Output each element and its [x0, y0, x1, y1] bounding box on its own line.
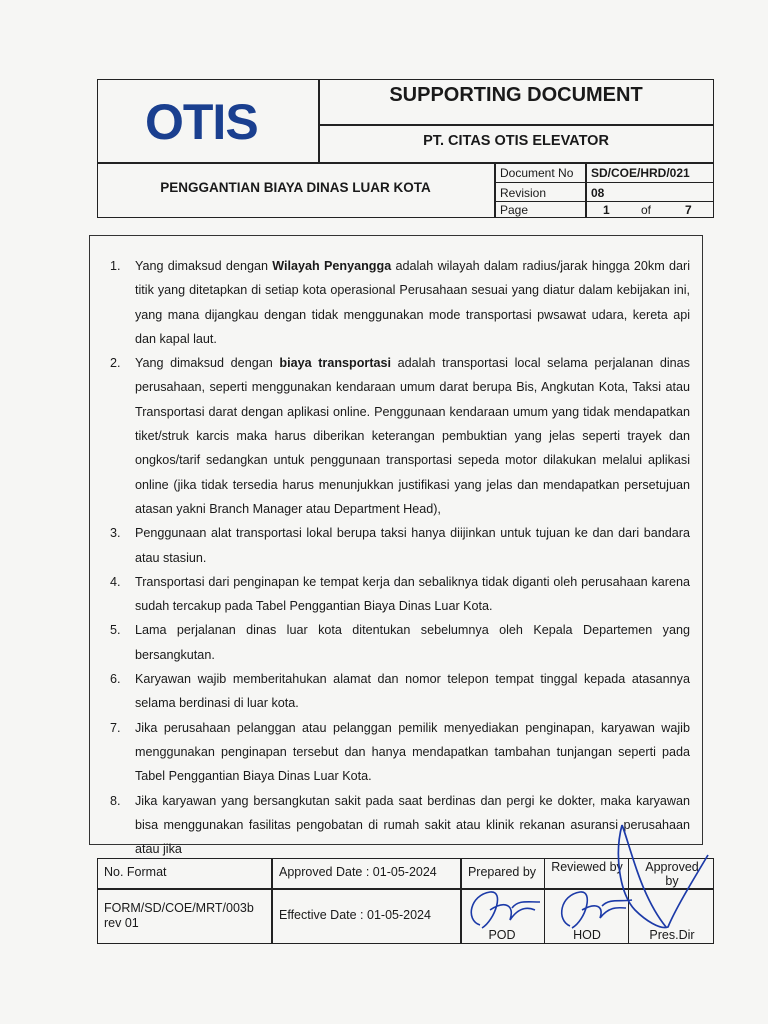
list-item-term: Wilayah Penyangga [272, 259, 392, 273]
no-format-label: No. Format [104, 865, 167, 879]
prepared-by-label: Prepared by [467, 865, 537, 879]
list-item-text: adalah transportasi local selama perjalanan dinas perusahaan, seperti menggunakan kendaraan umum darat berupa Bis, Angkutan Kota, Taksi atau Transportasi darat dengan aplikasi online. Penggunaan kendaraan umum yang tidak mendapatkan tiket/struk karcis maka harus diberikan keterangan pembuktian yang jelas seperti trayek dan ongkos/tarif sedangkan untuk penggunaan transportasi sepeda motor dilakukan melalui aplikasi online (jika tidak tersedia harus menunjukkan justifikasi yang jelas dan mendapatkan persetujuan atasan yakni Branch Manager atau Department Head), [135, 356, 690, 516]
divider [585, 162, 587, 218]
list-item-text: Jika perusahaan pelanggan atau pelanggan pemilik menyediakan penginapan, karyawan wajib menggunakan penginapan tersebut dan hanya mendapatkan tambahan tunjangan seperti pada Tabel Penggantian Biaya Dinas Luar Kota. [135, 720, 690, 784]
list-item-text: Yang dimaksud dengan [135, 259, 273, 273]
list-item [110, 716, 690, 789]
divider [494, 182, 714, 183]
list-item-number: 8. [110, 793, 121, 808]
divider [494, 162, 496, 218]
revision-label: Revision [500, 186, 547, 200]
reviewed-by-label: Reviewed by [551, 860, 623, 874]
presdir-signature [600, 815, 710, 945]
divider [271, 859, 273, 944]
list-item-number: 5. [110, 623, 121, 638]
no-format-value: FORM/SD/COE/MRT/003b rev 01 [104, 901, 254, 930]
approved-date: Approved Date : 01-05-2024 [279, 865, 437, 879]
document-title: PENGGANTIAN BIAYA DINAS LUAR KOTA [160, 180, 431, 195]
revision-value: 08 [591, 186, 605, 200]
list-item-text: adalah wilayah dalam radius/jarak hingga 20km dari titik yang ditetapkan di setiap kota operasional Perusahaan sesuai yang diatur dalam kebijakan ini, yang mana dijangkau dengan tidak menggunakan mode transportasi pwsawat udara, kereta api dan kapal laut. [135, 259, 690, 346]
list-item-text: Jika karyawan yang bersangkutan sakit pada saat berdinas dan pergi ke dokter, maka karyawan bisa menggunakan fasilitas pengobatan di rumah sakit atau klinik rekanan asuransi perusahaan atau jika [135, 793, 690, 857]
page-total: 7 [685, 203, 692, 217]
list-item-number: 3. [110, 526, 121, 541]
company-name: PT. CITAS OTIS ELEVATOR [423, 133, 609, 149]
list-item [110, 570, 690, 619]
presdir-label: Pres.Dir [649, 928, 695, 942]
list-item-number: 6. [110, 672, 121, 687]
list-item [110, 667, 690, 716]
page-of: of [641, 203, 652, 217]
list-item-text: Lama perjalanan dinas luar kota ditentukan sebelumnya oleh Kepala Departemen yang bersangkutan. [135, 623, 690, 662]
list-item-number: 7. [110, 720, 121, 735]
effective-date: Effective Date : 01-05-2024 [279, 908, 431, 922]
list-item-term: biaya transportasi [279, 356, 392, 371]
approved-by-label: Approved by [645, 860, 699, 888]
list-item-text: Penggunaan alat transportasi lokal berupa taksi hanya diijinkan untuk tujuan ke dan dari bandara atau stasiun. [135, 526, 690, 565]
list-item-text: Yang dimaksud dengan [135, 356, 280, 371]
doc-no-label: Document No [500, 166, 574, 180]
otis-logo: OTIS [145, 94, 258, 150]
list-item [110, 618, 690, 667]
pod-label: POD [488, 928, 516, 942]
hod-label: HOD [573, 928, 601, 942]
divider [494, 201, 714, 202]
document-type-title: SUPPORTING DOCUMENT [389, 84, 643, 106]
page-current: 1 [603, 203, 610, 217]
list-item-text: Karyawan wajib memberitahukan alamat dan nomor telepon tempat tinggal kepada atasannya selama berdinasi di luar kota. [135, 672, 690, 711]
divider [98, 162, 714, 164]
list-item-text: Transportasi dari penginapan ke tempat kerja dan sebaliknya tidak diganti oleh perusahaan karena sudah tercakup pada Tabel Penggantian Biaya Dinas Luar Kota. [135, 574, 690, 614]
policy-list [110, 254, 690, 861]
list-item-number: 1. [110, 259, 121, 273]
list-item [110, 351, 690, 521]
list-item [110, 521, 690, 570]
page-label: Page [500, 203, 529, 217]
list-item-number: 2. [110, 356, 121, 371]
pod-signature [460, 880, 550, 940]
divider [318, 124, 714, 126]
doc-no-value: SD/COE/HRD/021 [591, 166, 690, 180]
list-item [110, 254, 690, 351]
list-item-number: 4. [110, 574, 121, 589]
